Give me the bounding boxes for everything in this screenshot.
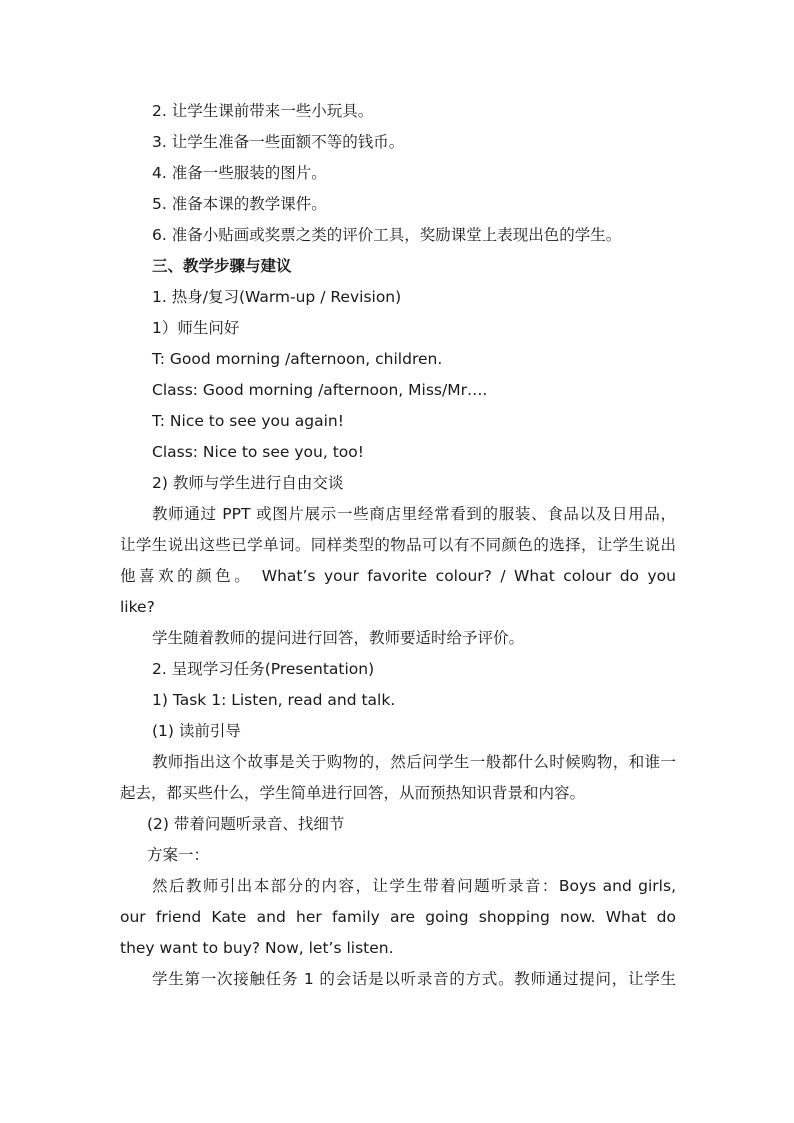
dialogue-line: Class: Good morning /afternoon, Miss/Mr….: [152, 381, 488, 399]
sub-step-greeting: 1）师生问好: [152, 319, 240, 337]
paragraph-line: 让学生说出这些已学单词。同样类型的物品可以有不同颜色的选择，让学生说出: [120, 536, 676, 554]
dialogue-line: T: Good morning /afternoon, children.: [152, 350, 443, 368]
list-item-prep-3: 3. 让学生准备一些面额不等的钱币。: [152, 133, 405, 151]
sub-step-pre-reading: (1) 读前引导: [152, 722, 241, 740]
dialogue-line: T: Nice to see you again!: [152, 412, 344, 430]
step-heading-warmup: 1. 热身/复习(Warm-up / Revision): [152, 288, 402, 306]
list-item-prep-6: 6. 准备小贴画或奖票之类的评价工具，奖励课堂上表现出色的学生。: [152, 226, 622, 244]
dialogue-line: Class: Nice to see you, too!: [152, 443, 364, 461]
paragraph-line: 然后教师引出本部分的内容，让学生带着问题听录音：Boys and girls,: [152, 877, 676, 895]
list-item-prep-4: 4. 准备一些服装的图片。: [152, 164, 327, 182]
sub-step-listening: (2) 带着问题听录音、找细节: [147, 815, 345, 833]
paragraph-line: they want to buy? Now, let’s listen.: [120, 939, 394, 957]
step-heading-presentation: 2. 呈现学习任务(Presentation): [152, 660, 375, 678]
paragraph-line: 教师通过 PPT 或图片展示一些商店里经常看到的服装、食品以及日用品，: [152, 505, 676, 523]
list-item-prep-2: 2. 让学生课前带来一些小玩具。: [152, 102, 374, 120]
sub-step-free-talk: 2) 教师与学生进行自由交谈: [152, 474, 344, 492]
paragraph-line: 他喜欢的颜色。 What’s your favorite colour? / What colour do you: [120, 567, 676, 585]
paragraph-line: like?: [120, 598, 155, 616]
paragraph-line: 教师指出这个故事是关于购物的，然后问学生一般都什么时候购物，和谁一: [152, 753, 676, 771]
plan-heading: 方案一：: [147, 846, 210, 864]
list-item-prep-5: 5. 准备本课的教学课件。: [152, 195, 327, 213]
paragraph-line: our friend Kate and her family are going shopping now. What do: [120, 908, 676, 926]
paragraph-line: 起去，都买些什么，学生简单进行回答，从而预热知识背景和内容。: [120, 784, 586, 802]
paragraph-line: 学生随着教师的提问进行回答，教师要适时给予评价。: [152, 629, 525, 647]
section-heading: 三、教学步骤与建议: [152, 257, 292, 275]
paragraph-line: 学生第一次接触任务 1 的会话是以听录音的方式。教师通过提问，让学生: [152, 970, 676, 988]
task-heading: 1) Task 1: Listen, read and talk.: [152, 691, 396, 709]
